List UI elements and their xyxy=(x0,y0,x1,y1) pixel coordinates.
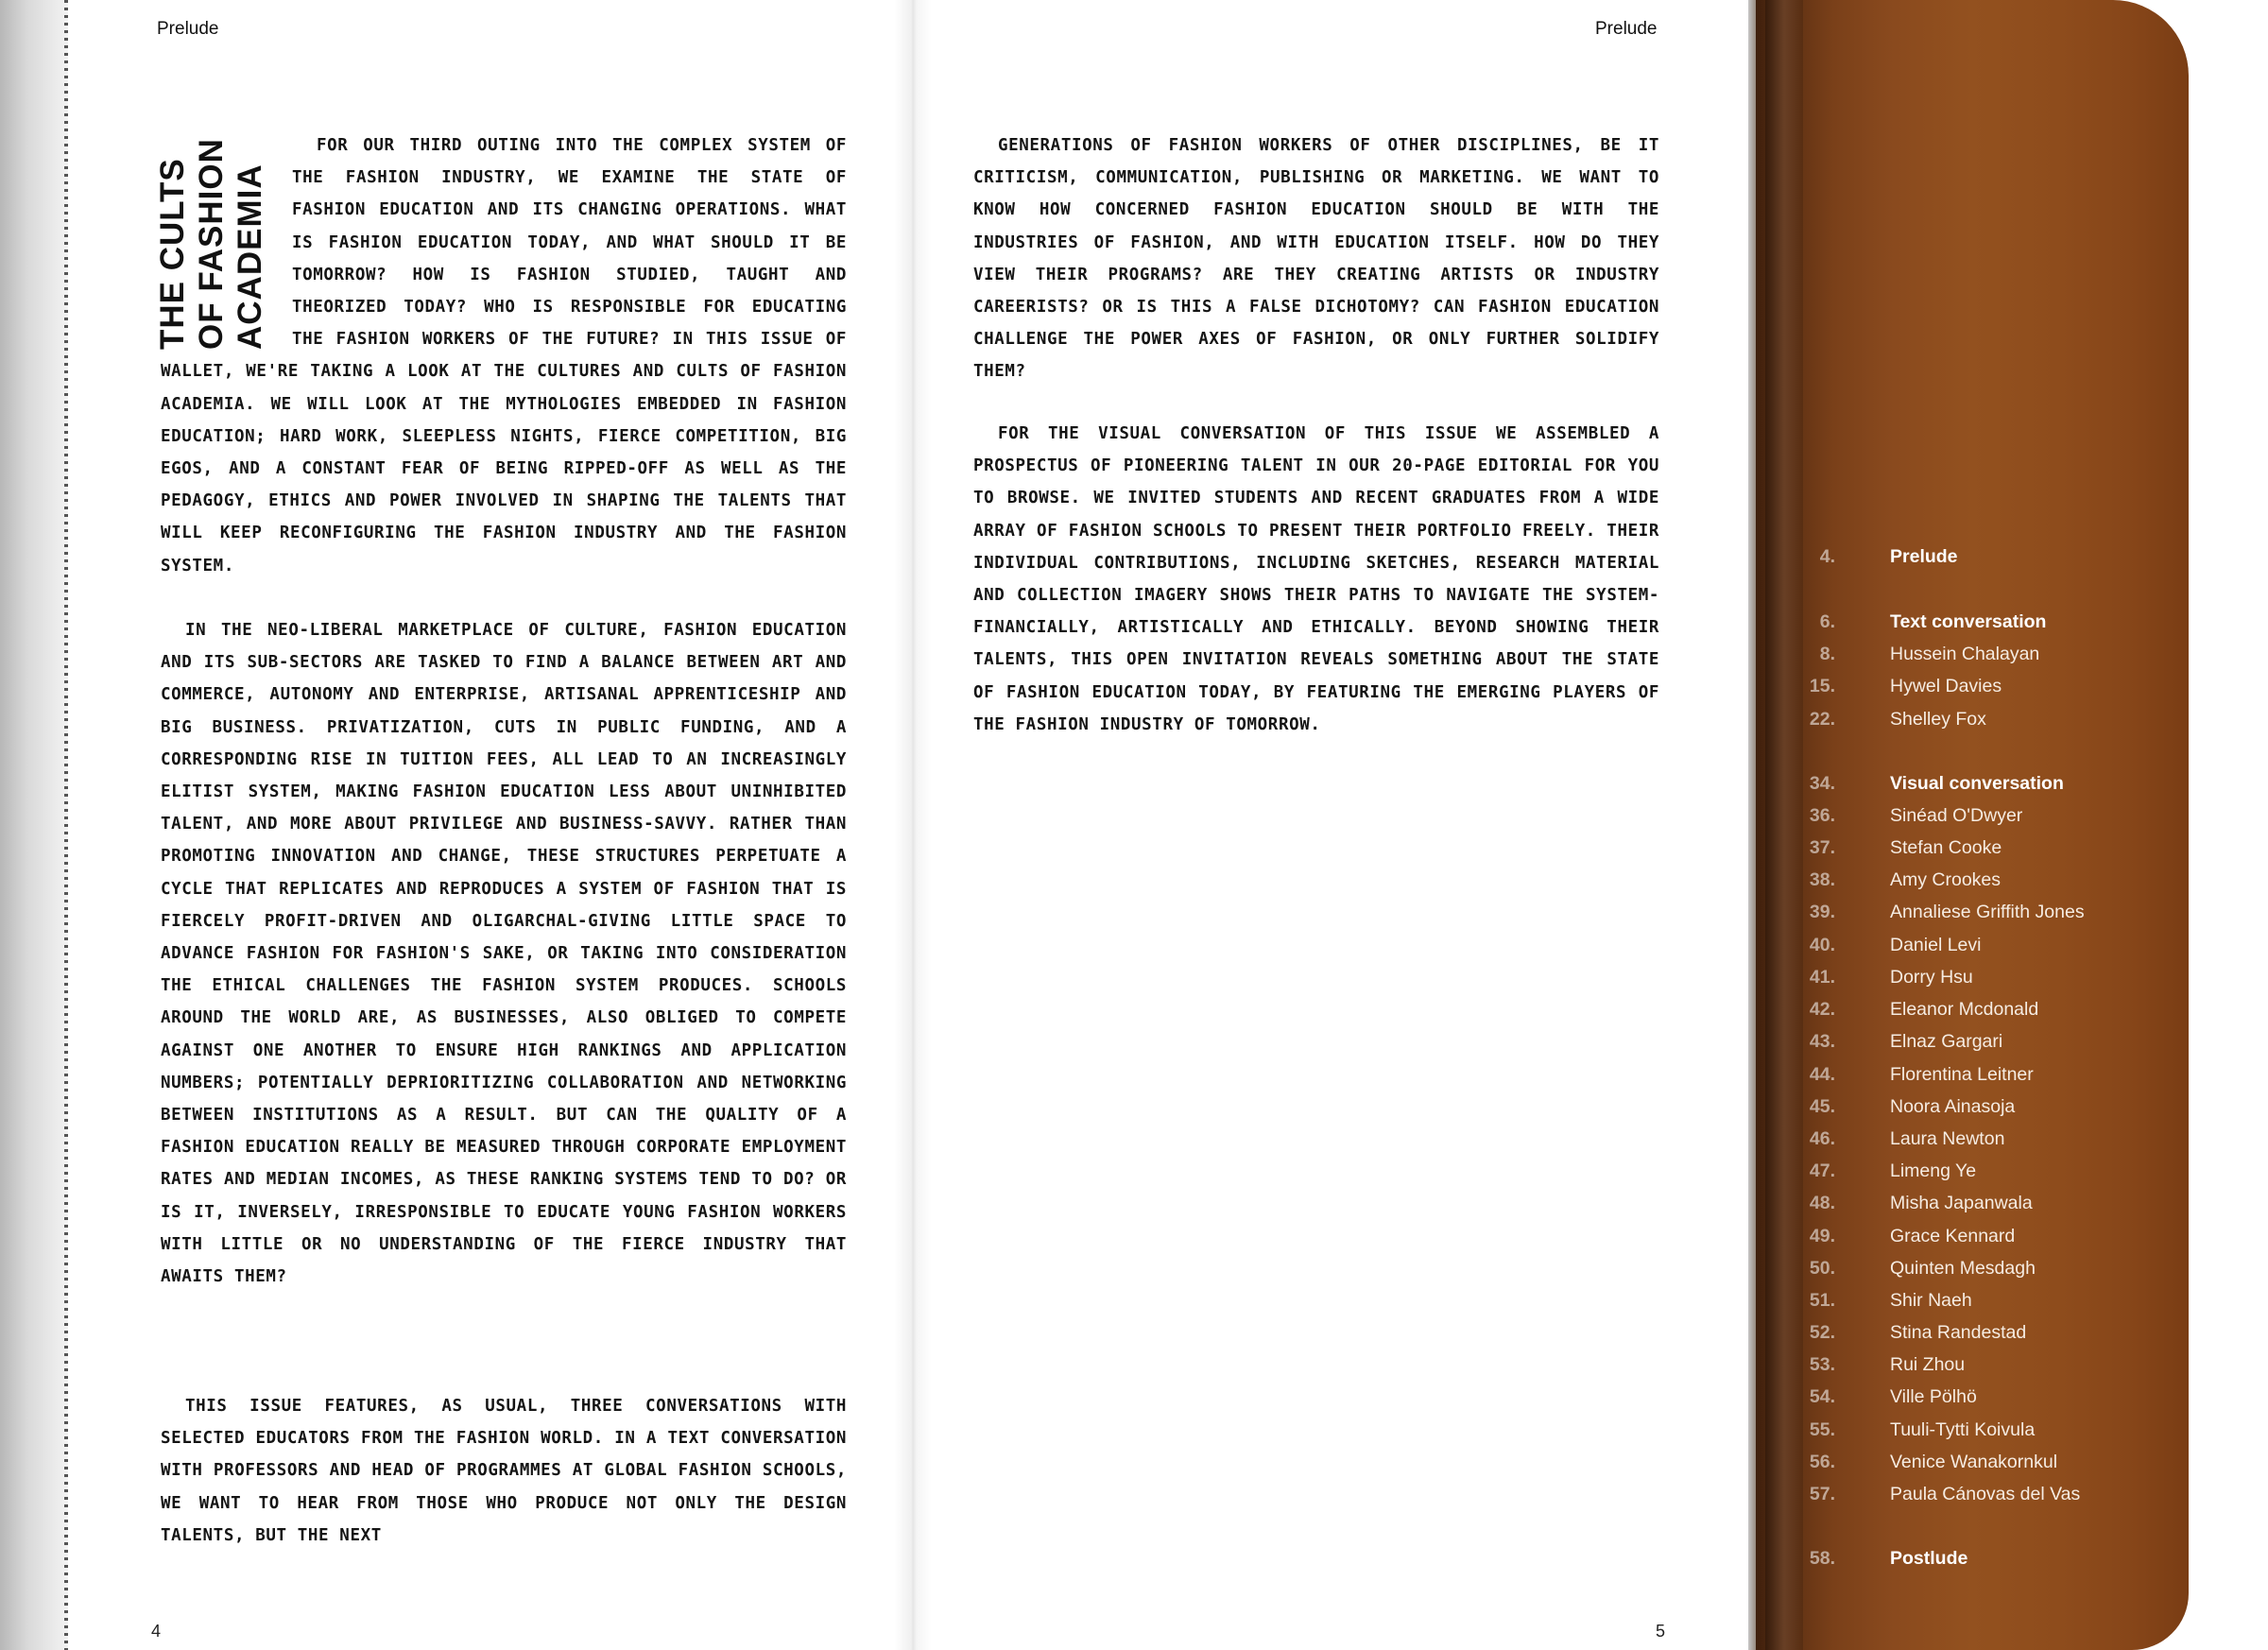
paragraph: FOR OUR THIRD OUTING INTO THE COMPLEX SYSTEM OF THE FASHION INDUSTRY, WE EXAMINE THE STATE OF FASHION EDUCATION AND ITS CHANGING OPERATIONS. WHAT IS FASHION EDUCATION TODAY, AND WHAT SHOULD IT BE TOMORROW? HOW IS FASHION STUDIED, TAUGHT AND THEORIZED TODAY? WHO IS RESPONSIBLE FOR EDUCATING THE FASHION WORKERS OF THE FUTURE? IN THIS ISSUE OF WALLET, WE'RE TAKING A LOOK AT THE CULTURES AND CULTS OF FASHION ACADEMIA. WE WILL LOOK AT THE MYTHOLOGIES EMBEDDED IN FASHION EDUCATION; HARD WORK, SLEEPLESS NIGHTS, FIERCE COMPETITION, BIG EGOS, AND A CONSTANT FEAR OF BEING RIPPED-OFF AS WELL AS THE PEDAGOGY, ETHICS AND POWER INVOLVED IN SHAPING THE TALENTS THAT WILL KEEP RECONFIGURING THE FASHION INDUSTRY AND THE FASHION SYSTEM. xyxy=(161,136,847,576)
paragraph: GENERATIONS OF FASHION WORKERS OF OTHER DISCIPLINES, BE IT CRITICISM, COMMUNICATION, PUBLISHING OR MARKETING. WE WANT TO KNOW HOW CONCERNED FASHION EDUCATION SHOULD BE WITH THE INDUSTRIES OF FASHION, AND WITH EDUCATION ITSELF. HOW DO THEY VIEW THEIR PROGRAMS? ARE THEY CREATING ARTISTS OR INDUSTRY CAREERISTS? OR IS THIS A FALSE DICHOTOMY? CAN FASHION EDUCATION CHALLENGE THE POWER AXES OF FASHION, OR ONLY FURTHER SOLIDIFY THEM? xyxy=(973,136,1659,382)
paragraph-block xyxy=(161,614,847,1293)
paragraph-block xyxy=(973,418,1659,741)
binding-stitch xyxy=(64,0,68,1650)
section-title-line: OF FASHION xyxy=(193,138,230,350)
section-title-line: THE CULTS xyxy=(154,158,191,350)
page-number-left: 4 xyxy=(151,1622,162,1641)
scan-background xyxy=(2189,0,2268,1650)
paragraph: THIS ISSUE FEATURES, AS USUAL, THREE CONVERSATIONS WITH SELECTED EDUCATORS FROM THE FASHION WORLD. IN A TEXT CONVERSATION WITH PROFESSORS AND HEAD OF PROGRAMMES AT GLOBAL FASHION SCHOOLS, WE WANT TO HEAR FROM THOSE WHO PRODUCE NOT ONLY THE DESIGN TALENTS, BUT THE NEXT xyxy=(161,1397,847,1545)
paragraph-block xyxy=(161,1390,847,1552)
table-of-contents: 4. Prelude 6. Text conversation 8. Hussein Chalayan 15. Hywel Davies 22. Shelley Fox 34. Visual conversation 36. Sinéad O'Dwyer 37. Stefan Cooke 38. Amy Crookes 39. Annaliese Griffith Jones 40. Daniel Levi 41. Dorry Hsu 42. Eleanor Mcdonald 43. Elnaz Gargari 44. Florentina Leitner 45. Noora Ainasoja 46. Laura Newton 47. Limeng Ye 48. Misha Japanwala 49. Grace Kennard 50. Quinten Mesdagh 51. Shir Naeh 52. Stina Randestad 53. Rui Zhou 54. Ville Pölhö 55. Tuuli-Tytti Koivula 56. Venice Wanakornkul 57. Paula Cánovas del Vas 58. Postlude xyxy=(1809,546,2085,1569)
section-title-line: ACADEMIA xyxy=(232,163,268,350)
left-page-edge xyxy=(0,0,68,1650)
paragraph: IN THE NEO-LIBERAL MARKETPLACE OF CULTURE, FASHION EDUCATION AND ITS SUB-SECTORS ARE TASKED TO FIND A BALANCE BETWEEN ART AND COMMERCE, AUTONOMY AND ENTERPRISE, ARTISANAL APPRENTICESHIP AND BIG BUSINESS. PRIVATIZATION, CUTS IN PUBLIC FUNDING, AND A CORRESPONDING RISE IN TUITION FEES, ALL LEAD TO AN INCREASINGLY ELITIST SYSTEM, MAKING FASHION EDUCATION LESS ABOUT UNINHIBITED TALENT, AND MORE ABOUT PRIVILEGE AND BUSINESS-SAVVY. RATHER THAN PROMOTING INNOVATION AND CHANGE, THESE STRUCTURES PERPETUATE A CYCLE THAT REPLICATES AND REPRODUCES A SYSTEM OF FASHION THAT IS FIERCELY PROFIT-DRIVEN AND OLIGARCHAL-GIVING LITTLE SPACE TO ADVANCE FASHION FOR FASHION'S SAKE, OR TAKING INTO CONSIDERATION THE ETHICAL CHALLENGES THE FASHION SYSTEM PRODUCES. SCHOOLS AROUND THE WORLD ARE, AS BUSINESSES, ALSO OBLIGED TO COMPETE AGAINST ONE ANOTHER TO ENSURE HIGH RANKINGS AND APPLICATION NUMBERS; POTENTIALLY DEPRIORITIZING COLLABORATION AND NETWORKING BETWEEN INSTITUTIONS AS A RESULT. BUT CAN THE QUALITY OF A FASHION EDUCATION REALLY BE MEASURED THROUGH CORPORATE EMPLOYMENT RATES AND MEDIAN INCOMES, AS THESE RANKING SYSTEMS TEND TO DO? OR IS IT, INVERSELY, IRRESPONSIBLE TO EDUCATE YOUNG FASHION WORKERS WITH LITTLE OR NO UNDERSTANDING OF THE FIERCE INDUSTRY THAT AWAITS THEM? xyxy=(161,621,847,1287)
paragraph-block xyxy=(973,129,1659,388)
right-running-head: Prelude xyxy=(1595,19,1658,39)
left-running-head: Prelude xyxy=(157,19,219,39)
intro-paragraph xyxy=(161,129,847,582)
paragraph: FOR THE VISUAL CONVERSATION OF THIS ISSUE WE ASSEMBLED A PROSPECTUS OF PIONEERING TALENT IN OUR 20-PAGE EDITORIAL FOR YOU TO BROWSE. WE INVITED STUDENTS AND RECENT GRADUATES FROM A WIDE ARRAY OF FASHION SCHOOLS TO PRESENT THEIR PORTFOLIO FREELY. THEIR INDIVIDUAL CONTRIBUTIONS, INCLUDING SKETCHES, RESEARCH MATERIAL AND COLLECTION IMAGERY SHOWS THEIR PATHS TO NAVIGATE THE SYSTEM-FINANCIALLY, ARTISTICALLY AND ETHICALLY. BEYOND SHOWING THEIR TALENTS, THIS OPEN INVITATION REVEALS SOMETHING ABOUT THE STATE OF FASHION EDUCATION TODAY, BY FEATURING THE EMERGING PLAYERS OF THE FASHION INDUSTRY OF TOMORROW. xyxy=(973,424,1659,734)
page-number-right: 5 xyxy=(1656,1622,1666,1641)
